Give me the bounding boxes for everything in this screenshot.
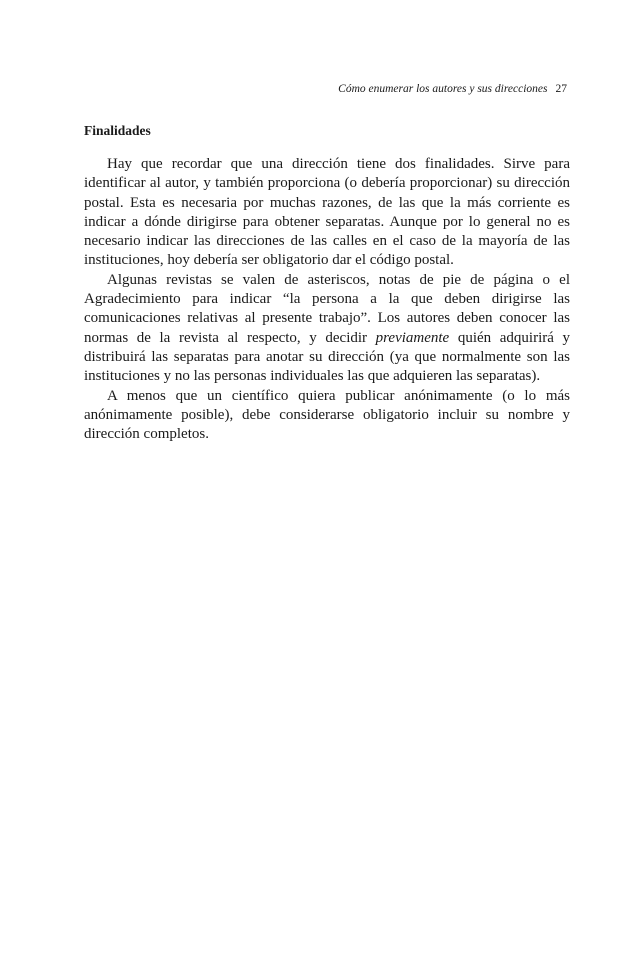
paragraph-3: A menos que un científico quiera publicar anónimamente (o lo más anónimamente posible), debe considerarse obligatorio incluir su nombre y dirección completos. <box>84 387 570 443</box>
running-title: Cómo enumerar los autores y sus direcciones <box>338 83 548 95</box>
emphasis-previamente: previamente <box>375 329 450 346</box>
paragraph-2 <box>84 271 570 387</box>
paragraph-2-part-2: quién adquirirá y distribuirá las separatas para anotar su dirección (ya que normalmente son las instituciones y no las personas individuales las que adquieren las separatas). <box>84 329 570 385</box>
body-text <box>84 155 570 444</box>
running-header <box>338 83 567 95</box>
page-number: 27 <box>555 83 567 95</box>
paragraph-2-part-1: Algunas revistas se valen de asteriscos, notas de pie de página o el Agradecimiento para indicar “la persona a la que deben dirigirse las comunicaciones relativas al presente trabajo”. Los autores deben conocer las normas de la revista al respecto, y decidir <box>84 271 570 346</box>
paragraph-1: Hay que recordar que una dirección tiene dos finalidades. Sirve para identificar al autor, y también proporciona (o debería proporcionar) su dirección postal. Esta es necesaria por muchas razones, de las que la más corriente es indicar a dónde dirigirse para obtener separatas. Aunque por lo general no es necesario indicar las direcciones de las calles en el caso de la mayoría de las instituciones, hoy debería ser obligatorio dar el código postal. <box>84 156 570 269</box>
section-heading: Finalidades <box>84 123 151 138</box>
